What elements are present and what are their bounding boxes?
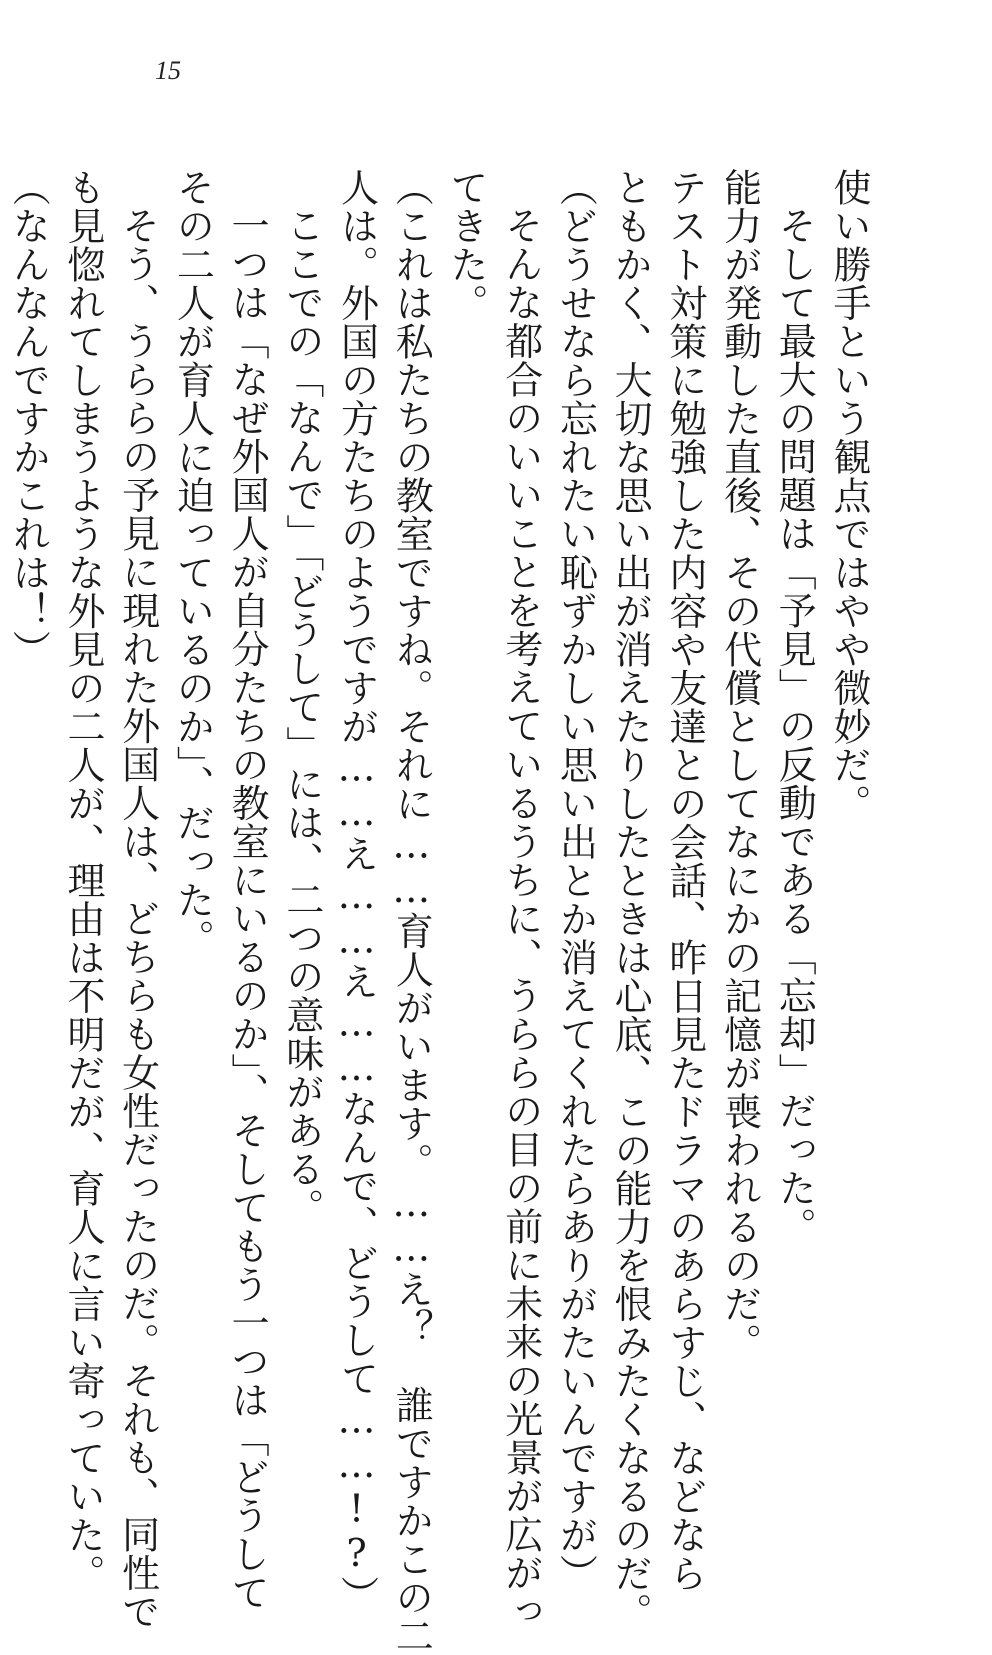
text-line: そう、うららの予見に現れた外国人は、どちらも女性だったのだ。それも、同性で <box>115 206 160 1631</box>
text-line: （なんなんですかこれは！） <box>6 168 51 669</box>
text-line: も見惚れてしまうような外見の二人が、理由は不明だが、育人に言い寄っていた。 <box>60 168 105 1593</box>
text-line: その二人が育人に迫っているのか」、だった。 <box>170 168 215 958</box>
text-line: （これは私たちの教室ですね。それに……育人がいます。……え？ 誰ですかこの二 <box>389 168 434 1655</box>
text-line: テスト対策に勉強した内容や友達との会話、昨日見たドラマのあらすじ、などなら <box>662 168 707 1593</box>
text-line: ともかく、大切な思い出が消えたりしたときは心底、この能力を恨みたくなるのだ。 <box>608 168 653 1631</box>
text-line: そして最大の問題は「予見」の反動である「忘却」だった。 <box>772 206 817 1246</box>
text-line: ここでの「なんで」「どうして」には、二つの意味がある。 <box>279 206 324 1227</box>
page-number: 15 <box>155 56 181 85</box>
text-line: そんな都合のいいことを考えているうちに、うららの目の前に未来の光景が広がっ <box>498 206 543 1631</box>
text-line: （どうせなら忘れたい恥ずかしい思い出とか消えてくれたらありがたいんですが） <box>553 168 598 1593</box>
text-line: 能力が発動した直後、その代償としてなにかの記憶が喪われるのだ。 <box>717 168 762 1362</box>
text-line: 使い勝手という観点ではやや微妙だ。 <box>827 168 871 823</box>
text-line: てきた。 <box>443 168 488 322</box>
body-text <box>1 168 877 1655</box>
text-line: 一つは「なぜ外国人が自分たちの教室にいるのか」、そしてもう一つは「どうして <box>225 206 270 1612</box>
text-line: 人は。外国の方たちのようですが……え……え……なんで、どうして……!?） <box>334 168 379 1614</box>
